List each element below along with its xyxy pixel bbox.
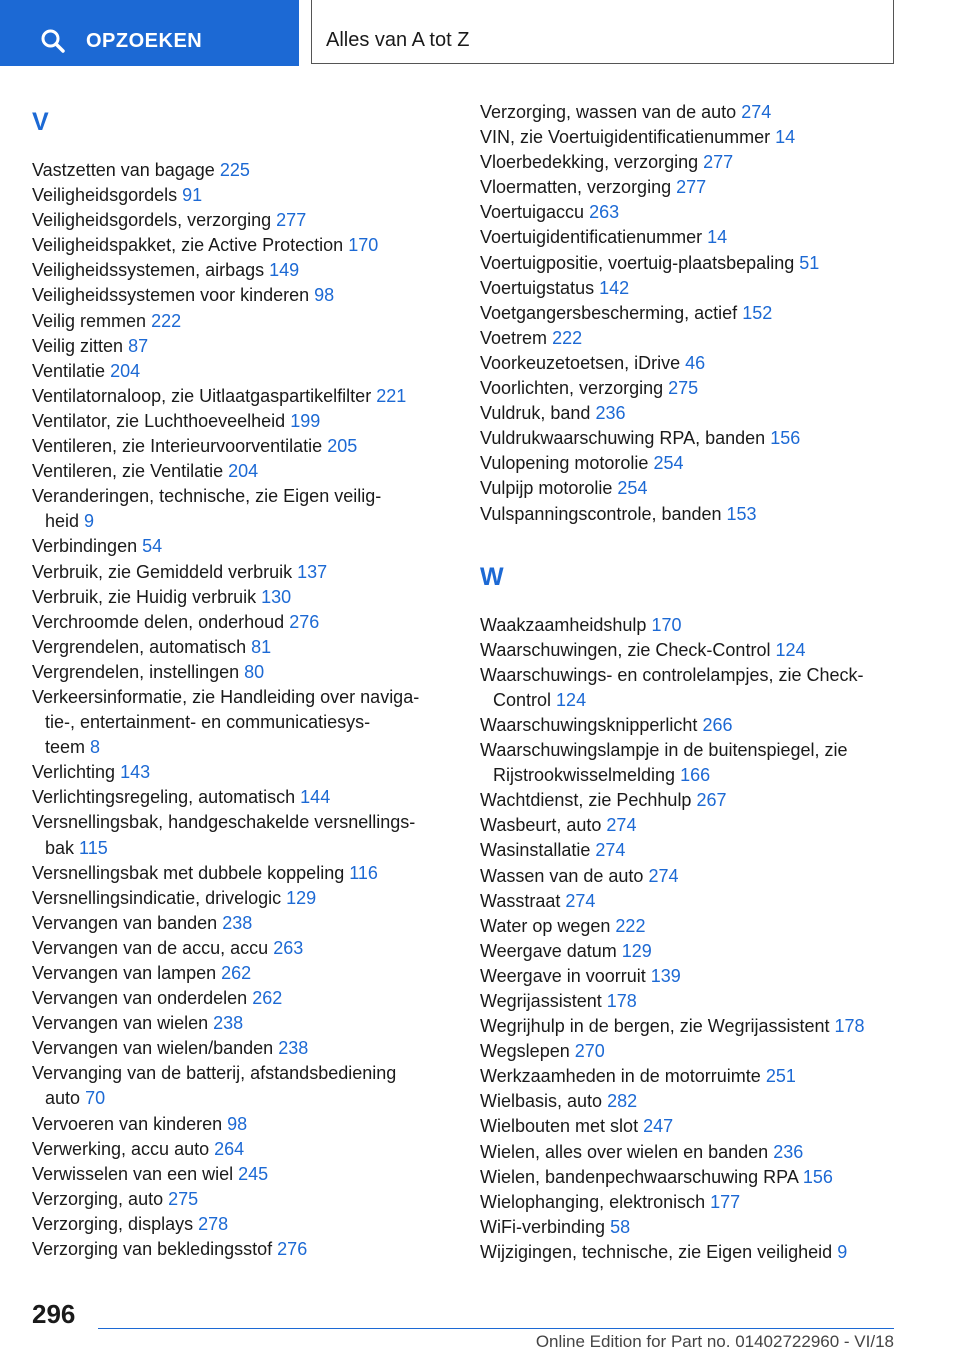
index-entry-text: Wijzigingen, technische, zie Eigen veiligheid <box>480 1241 833 1262</box>
index-page-link[interactable]: 137 <box>297 561 328 582</box>
index-entry-text: Wegrijassistent <box>480 991 602 1011</box>
index-entry <box>32 861 452 886</box>
index-entry <box>32 961 452 986</box>
index-entry <box>32 1036 452 1061</box>
index-entry <box>480 225 920 250</box>
index-entry <box>32 1237 452 1262</box>
index-entry-text: VIN, zie Voertuigidentificatienummer <box>480 127 771 148</box>
index-entry-text: Versnellingsindicatie, drivelogic <box>32 887 282 908</box>
index-entry-text: Wielen, bandenpechwaarschuwing RPA <box>480 1166 798 1187</box>
index-entry-text: Verzorging, wassen van de auto <box>480 102 737 122</box>
index-entry-text: Wielbasis, auto <box>480 1091 603 1112</box>
index-page-link[interactable]: 262 <box>221 963 252 983</box>
index-page-link[interactable]: 130 <box>261 586 292 607</box>
index-entry <box>480 451 920 476</box>
page-number: 296 <box>32 1299 76 1329</box>
index-entry-text: Wielbouten met slot <box>480 1116 639 1137</box>
index-page-link[interactable]: 199 <box>290 410 321 431</box>
index-page-link[interactable]: 274 <box>595 840 626 861</box>
index-entry <box>480 1014 920 1039</box>
index-page-link[interactable]: 277 <box>676 177 707 198</box>
index-entry <box>32 1187 452 1212</box>
index-page-link[interactable]: 204 <box>228 461 259 482</box>
index-entry-text: Vuldrukwaarschuwing RPA, banden <box>480 428 766 449</box>
index-entry <box>480 1039 920 1064</box>
index-entry-text: Veiligheidssystemen, airbags <box>32 260 265 281</box>
index-page-link[interactable]: 156 <box>802 1166 833 1187</box>
index-entry-text: Verzorging, displays <box>32 1213 194 1234</box>
index-entry <box>32 359 452 384</box>
index-page-link[interactable]: 236 <box>595 403 626 424</box>
index-entry-text: Verlichtingsregeling, automatisch <box>32 787 296 808</box>
index-page-link[interactable]: 116 <box>349 862 378 883</box>
index-entry <box>32 484 452 534</box>
index-page-link[interactable]: 222 <box>615 915 646 936</box>
index-entry <box>32 560 452 585</box>
index-entry-text: Ventilator, zie Luchthoeveelheid <box>32 410 286 431</box>
section-title-box <box>311 0 894 64</box>
index-page-link[interactable]: 124 <box>775 639 806 660</box>
index-entry <box>480 376 920 401</box>
edition-footer: Online Edition for Part no. 01402722960 - VI/18 <box>535 1332 894 1351</box>
index-entry-text: Weergave in voorruit <box>480 965 646 986</box>
index-page-link[interactable]: 276 <box>277 1239 308 1260</box>
index-page-link[interactable]: 8 <box>90 737 101 758</box>
index-entry-text: auto <box>45 1088 81 1109</box>
index-entry-text: Voertuigpositie, voertuig-plaatsbepaling <box>480 252 795 273</box>
index-entry-text: Verwerking, accu auto <box>32 1138 210 1159</box>
index-page-link[interactable]: 222 <box>552 327 583 348</box>
index-page-link[interactable]: 266 <box>702 714 733 735</box>
index-page-link[interactable]: 267 <box>696 790 727 811</box>
index-entry <box>480 1190 920 1215</box>
index-entry <box>32 334 452 359</box>
index-entry <box>480 1240 920 1265</box>
index-entry <box>480 964 920 989</box>
index-entry-text: Verbindingen <box>32 536 138 557</box>
index-page-link[interactable]: 236 <box>773 1141 804 1162</box>
index-entry-text: Verzorging, auto <box>32 1188 164 1209</box>
index-entry <box>32 258 452 283</box>
index-entry <box>480 502 920 527</box>
index-page-link[interactable]: 177 <box>710 1191 741 1212</box>
index-entry <box>480 276 920 301</box>
index-page-link[interactable]: 46 <box>685 352 706 373</box>
index-page-link[interactable]: 251 <box>765 1066 796 1087</box>
index-page-link[interactable]: 276 <box>289 611 320 632</box>
index-entry <box>32 585 452 610</box>
index-entry <box>480 939 920 964</box>
index-entry <box>32 283 452 308</box>
index-page-link[interactable]: 129 <box>286 887 317 908</box>
index-entry <box>480 1165 920 1190</box>
index-entry <box>32 459 452 484</box>
index-entry-text: Vervangen van de accu, accu <box>32 937 269 958</box>
index-entry <box>480 613 920 638</box>
index-entry-text: Vervangen van banden <box>32 912 218 933</box>
index-entry-text: Veiligheidssystemen voor kinderen <box>32 285 310 306</box>
index-page-link[interactable]: 143 <box>120 762 151 783</box>
index-entry <box>480 864 920 889</box>
index-page-link[interactable]: 87 <box>128 335 149 356</box>
index-entry <box>480 813 920 838</box>
index-entry-text: Vervangen van wielen <box>32 1013 209 1034</box>
index-entry <box>32 886 452 911</box>
index-entry <box>32 635 452 660</box>
index-entry-text: Verbruik, zie Gemiddeld verbruik <box>32 561 293 582</box>
index-entry <box>480 989 920 1014</box>
index-page-link[interactable]: 275 <box>168 1188 199 1209</box>
index-entry-text: Water op wegen <box>480 915 611 936</box>
index-entry <box>480 914 920 939</box>
index-entry-text: Waakzaamheidshulp <box>480 614 647 635</box>
index-entry-text: Wasstraat <box>480 890 561 911</box>
index-entry <box>32 660 452 685</box>
index-page-link[interactable]: 274 <box>741 102 772 122</box>
index-entry <box>480 175 920 200</box>
index-entry <box>32 409 452 434</box>
index-entry-text: Ventilatornaloop, zie Uitlaatgaspartikelfilter <box>32 385 372 406</box>
index-entry-text: Wegslepen <box>480 1041 570 1062</box>
index-page-link[interactable]: 80 <box>244 661 265 682</box>
index-entry-text: Voorlichten, verzorging <box>480 378 664 399</box>
index-entry <box>32 1137 452 1162</box>
index-entry-text: Vervangen van onderdelen <box>32 988 248 1009</box>
index-entry <box>32 911 452 936</box>
index-page-link[interactable]: 178 <box>606 991 637 1011</box>
index-page-link[interactable]: 54 <box>142 536 163 557</box>
index-page-link[interactable]: 274 <box>648 865 679 886</box>
index-entry-text: bak <box>45 837 75 858</box>
index-column-left <box>32 100 452 1262</box>
index-entry <box>32 986 452 1011</box>
index-entry-text: Voorkeuzetoetsen, iDrive <box>480 352 681 373</box>
index-entry-text: Veiligheidsgordels <box>32 185 178 206</box>
index-entry <box>480 1089 920 1114</box>
index-page-link[interactable]: 170 <box>651 614 682 635</box>
index-entry <box>480 100 920 125</box>
index-entry-text: Control <box>493 689 552 710</box>
index-entry-text: Vervangen van wielen/banden <box>32 1038 274 1059</box>
index-page-link[interactable]: 149 <box>269 260 300 281</box>
index-entry <box>32 785 452 810</box>
index-page-link[interactable]: 262 <box>252 988 283 1009</box>
index-page-link[interactable]: 277 <box>276 210 307 231</box>
index-entry <box>32 158 452 183</box>
index-page-link[interactable]: 14 <box>707 227 728 248</box>
index-entry-text: Rijstrookwisselmelding <box>493 765 676 786</box>
index-entry-text: Vergrendelen, automatisch <box>32 636 247 657</box>
index-page-link[interactable]: 264 <box>214 1138 245 1159</box>
search-button[interactable] <box>0 0 299 66</box>
index-entry <box>480 326 920 351</box>
index-entry-text: Vulpijp motorolie <box>480 478 613 499</box>
index-page-link[interactable]: 98 <box>227 1113 248 1134</box>
index-page-link[interactable]: 254 <box>617 478 648 499</box>
index-page-link[interactable]: 263 <box>273 937 304 958</box>
search-button-label: OPZOEKEN <box>86 30 203 52</box>
index-page-link[interactable]: 166 <box>680 765 711 786</box>
index-entry <box>32 534 452 559</box>
index-page-link[interactable]: 274 <box>606 815 637 836</box>
index-entry-text: Verzorging van bekledingsstof <box>32 1239 273 1260</box>
index-entry <box>32 1112 452 1137</box>
index-entry <box>480 426 920 451</box>
index-entry-text: Vastzetten van bagage <box>32 160 215 180</box>
index-entry-text: heid <box>45 511 80 532</box>
index-page-link[interactable]: 282 <box>607 1091 638 1112</box>
index-entry-text: Waarschuwingslampje in de buitenspiegel, zie <box>480 740 848 761</box>
index-entry-text: tie-, entertainment- en communicatiesys- <box>45 712 371 733</box>
index-entry-text: Veilig remmen <box>32 310 147 331</box>
index-page-link[interactable]: 153 <box>726 503 757 524</box>
index-page-link[interactable]: 81 <box>251 636 272 657</box>
index-page-link[interactable]: 178 <box>834 1016 865 1037</box>
index-entry <box>480 738 920 788</box>
index-entry-text: Verwisselen van een wiel <box>32 1163 234 1184</box>
index-entry <box>480 125 920 150</box>
index-page-link[interactable]: 238 <box>222 912 253 933</box>
index-entry <box>32 1162 452 1187</box>
index-entry-text: Vervanging van de batterij, afstandsbediening <box>32 1063 397 1084</box>
index-page-link[interactable]: 152 <box>742 302 773 323</box>
index-entry <box>480 838 920 863</box>
section-title: Alles van A tot Z <box>326 29 470 51</box>
index-entry-text: Wasbeurt, auto <box>480 815 602 836</box>
index-entry <box>32 810 452 860</box>
index-page-link[interactable]: 14 <box>775 127 796 148</box>
index-page-link[interactable]: 274 <box>565 890 596 911</box>
index-page-link[interactable]: 263 <box>589 202 620 223</box>
index-page-link[interactable]: 270 <box>574 1041 605 1062</box>
index-entry-text: Verbruik, zie Huidig verbruik <box>32 586 257 607</box>
index-entry <box>480 1140 920 1165</box>
index-entry-text: Vergrendelen, instellingen <box>32 661 240 682</box>
index-entry-text: Verkeersinformatie, zie Handleiding over naviga- <box>32 686 420 707</box>
index-entry-text: Wielen, alles over wielen en banden <box>480 1141 769 1162</box>
index-entry <box>480 638 920 663</box>
index-page-link[interactable]: 254 <box>653 453 684 474</box>
index-page-link[interactable]: 142 <box>599 277 630 298</box>
index-entry-text: Voertuigaccu <box>480 202 585 223</box>
index-entry <box>32 434 452 459</box>
index-page-link[interactable]: 51 <box>799 252 820 273</box>
index-page-link[interactable]: 222 <box>151 310 182 331</box>
index-page-link[interactable]: 144 <box>300 787 331 808</box>
index-entry-text: Vloermatten, verzorging <box>480 177 672 198</box>
index-entry <box>32 610 452 635</box>
index-page-link[interactable]: 204 <box>110 360 141 381</box>
index-entry <box>480 150 920 175</box>
index-entry-text: Versnellingsbak, handgeschakelde versnellings- <box>32 812 416 833</box>
index-entry <box>32 1011 452 1036</box>
index-entry <box>32 309 452 334</box>
top-bar <box>0 0 960 66</box>
index-entry-text: Veilig zitten <box>32 335 124 356</box>
index-entry <box>32 760 452 785</box>
index-page-link[interactable]: 156 <box>770 428 801 449</box>
index-page-link[interactable]: 170 <box>348 235 379 256</box>
index-page-link[interactable]: 277 <box>703 152 734 173</box>
index-entry-text: Wielophanging, elektronisch <box>480 1191 706 1212</box>
index-entry-text: Vulopening motorolie <box>480 453 649 474</box>
index-entry <box>480 788 920 813</box>
index-entry-text: Waarschuwingsknipperlicht <box>480 714 698 735</box>
index-page-link[interactable]: 221 <box>376 385 407 406</box>
index-entry <box>480 663 920 713</box>
index-entry-text: Wassen van de auto <box>480 865 644 886</box>
index-entry <box>480 476 920 501</box>
index-entry <box>480 401 920 426</box>
index-page-link[interactable]: 245 <box>238 1163 269 1184</box>
index-entry <box>32 1212 452 1237</box>
index-entry <box>480 1114 920 1139</box>
index-entry-text: Werkzaamheden in de motorruimte <box>480 1066 761 1087</box>
index-entry <box>480 713 920 738</box>
index-entry <box>32 936 452 961</box>
index-entry <box>480 889 920 914</box>
index-entry-text: Wegrijhulp in de bergen, zie Wegrijassistent <box>480 1016 830 1037</box>
index-entry-text: Verlichting <box>32 762 116 783</box>
index-entry-text: Versnellingsbak met dubbele koppeling <box>32 862 345 883</box>
index-entry-text: Weergave datum <box>480 940 617 961</box>
index-column-right <box>480 100 920 1265</box>
index-entry <box>32 208 452 233</box>
index-page-link[interactable]: 129 <box>621 940 652 961</box>
index-page-link[interactable]: 9 <box>837 1241 848 1262</box>
index-page-link[interactable]: 238 <box>213 1013 244 1034</box>
index-page-link[interactable]: 278 <box>198 1213 229 1234</box>
index-entry-text: Ventileren, zie Ventilatie <box>32 461 224 482</box>
index-entry-text: Vloerbedekking, verzorging <box>480 152 699 173</box>
section-spacer <box>480 527 920 555</box>
index-entry <box>32 384 452 409</box>
index-entry <box>480 1064 920 1089</box>
index-page-link[interactable]: 91 <box>182 185 203 206</box>
index-page-link[interactable]: 58 <box>610 1216 631 1237</box>
index-page-link[interactable]: 275 <box>668 378 699 399</box>
index-page-link[interactable]: 247 <box>643 1116 674 1137</box>
index-entry <box>32 183 452 208</box>
index-entry-text: Wasinstallatie <box>480 840 591 861</box>
footer-divider <box>98 1328 894 1329</box>
index-page-link[interactable]: 9 <box>84 511 95 532</box>
index-entry-text: Voertuigstatus <box>480 277 595 298</box>
index-entry <box>480 200 920 225</box>
index-entry-text: Vuldruk, band <box>480 403 591 424</box>
index-entry-text: Voetrem <box>480 327 548 348</box>
index-page-link[interactable]: 98 <box>314 285 335 306</box>
index-entry-text: Voetgangersbescherming, actief <box>480 302 738 323</box>
index-entry-text: Veiligheidspakket, zie Active Protection <box>32 235 344 256</box>
index-entry <box>32 233 452 258</box>
index-page-link[interactable]: 225 <box>219 160 250 180</box>
index-page-link[interactable]: 139 <box>650 965 681 986</box>
index-entry-text: Verchroomde delen, onderhoud <box>32 611 285 632</box>
index-page-link[interactable]: 70 <box>85 1088 106 1109</box>
index-letter-heading: V <box>32 108 49 136</box>
index-entry <box>480 351 920 376</box>
index-entry-text: Veiligheidsgordels, verzorging <box>32 210 272 231</box>
index-entry-text: Wachtdienst, zie Pechhulp <box>480 790 692 811</box>
index-letter-heading: W <box>480 562 504 591</box>
index-page-link[interactable]: 238 <box>278 1038 309 1059</box>
index-entry-text: Vervoeren van kinderen <box>32 1113 223 1134</box>
index-entry-text: Voertuigidentificatienummer <box>480 227 703 248</box>
index-entry-text: Ventileren, zie Interieurvoorventilatie <box>32 436 323 457</box>
index-entry <box>480 301 920 326</box>
search-icon <box>40 28 66 54</box>
index-page-link[interactable]: 205 <box>327 436 358 457</box>
index-entry <box>480 251 920 276</box>
index-entry <box>32 685 452 760</box>
index-entry-text: Vulspanningscontrole, banden <box>480 503 722 524</box>
index-entry-text: Waarschuwings- en controlelampjes, zie Check- <box>480 664 864 685</box>
index-entry-text: Veranderingen, technische, zie Eigen veilig- <box>32 486 382 507</box>
index-entry-text: Ventilatie <box>32 360 106 381</box>
index-page-link[interactable]: 124 <box>556 689 587 710</box>
index-page-link[interactable]: 115 <box>79 837 108 858</box>
index-entry <box>32 1061 452 1111</box>
index-entry-text: Waarschuwingen, zie Check-Control <box>480 639 771 660</box>
index-entry-text: WiFi-verbinding <box>480 1216 606 1237</box>
index-entry <box>480 1215 920 1240</box>
index-entry-text: teem <box>45 737 86 758</box>
index-entry-text: Vervangen van lampen <box>32 963 217 983</box>
